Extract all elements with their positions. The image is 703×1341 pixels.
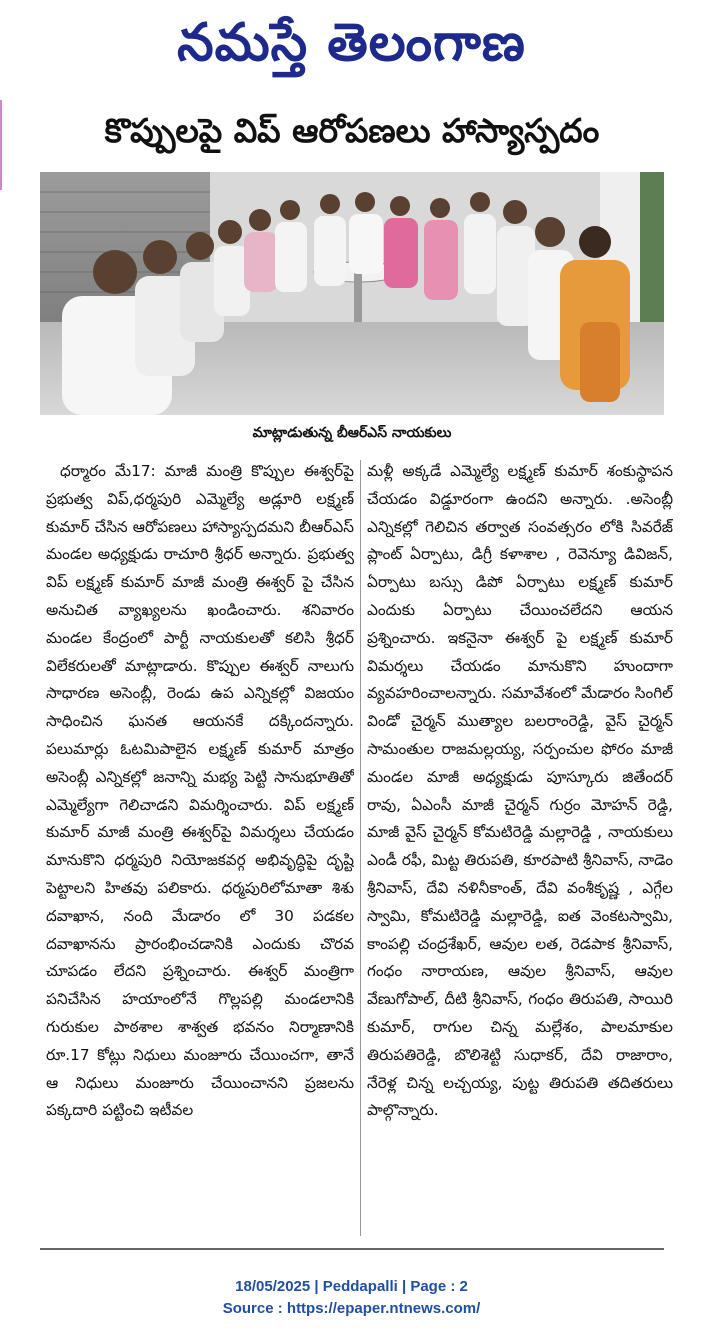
article-photo (40, 172, 664, 415)
article-column-left (46, 458, 354, 1240)
newspaper-masthead (0, 4, 703, 82)
column-divider (360, 460, 361, 1236)
bottom-rule (40, 1248, 664, 1250)
page-footer (0, 1276, 703, 1320)
footer-edition-info: 18/05/2025 | Peddapalli | Page : 2 (235, 1278, 468, 1295)
article-body-left: ధర్మారం మే17: మాజీ మంత్రి కొప్పుల ఈశ్వర్‌పై ప్రభుత్వ విప్,ధర్మపురి ఎమ్మెల్యే అడ్లూరి లక్ష్మణ్ కుమార్ చేసిన ఆరోపణలు హాస్యాస్పదమని బీఆర్ఎస్ మండల అధ్యక్షుడు రాచూరి శ్రీధర్ అన్నారు. ప్రభుత్వ విప్ లక్ష్మణ్ కుమార్ మాజీ మంత్రి ఈశ్వర్ పై చేసిన అనుచిత వ్యాఖ్యలను ఖండించారు. శనివారం మండల కేంద్రంలో పార్టీ నాయకులతో కలిసి శ్రీధర్ విలేకరులతో మాట్లాడారు. కొప్పుల ఈశ్వర్ నాలుగు సాధారణ అసెంబ్లీ, రెండు ఉప ఎన్నికల్లో విజయం సాధించిన ఘనత ఆయనకే దక్కిందన్నారు. పలుమార్లు ఓటమిపాలైన లక్ష్మణ్ కుమార్ మాత్రం అసెంబ్లీ ఎన్నికల్లో జనాన్ని మభ్య పెట్టి సానుభూతితో ఎమ్మెల్యేగా గెలిచాడని విమర్శించారు. విప్ లక్ష్మణ్ కుమార్ మాజీ మంత్రి ఈశ్వర్‌పై విమర్శలు చేయడం మానుకొని ధర్మపురి నియోజకవర్గ అభివృద్ధిపై దృష్టి పెట్టాలని హితవు పలికారు. ధర్మపురిలోమాతా శిశు దవాఖాన, నంది మేడారం లో 30 పడకల దవాఖానను ప్రారంభించడానికి ఎందుకు చొరవ చూపడం లేదని ప్రశ్నించారు. ఈశ్వర్ మంత్రిగా పనిచేసిన హయాంలోనే గొల్లపల్లి మండలానికి గురుకుల పాఠశాల శాశ్వత భవనం నిర్మాణానికి రూ.17 కోట్లు నిధులు మంజూరు చేయించగా, తానే ఆ నిధులు మంజూరు చేయించానని ప్రజలను పక్కదారి పట్టించి ఇటీవల (46, 462, 354, 1120)
group-meeting-photo (40, 172, 664, 415)
footer-source-link[interactable]: Source : https://epaper.ntnews.com/ (222, 1300, 481, 1317)
article-headline: కొప్పులపై విప్ ఆరోపణలు హాస్యాస్పదం (104, 111, 600, 150)
article-column-right (367, 458, 673, 1240)
margin-rule (0, 100, 2, 190)
article-body-right: మళ్లీ అక్కడే ఎమ్మెల్యే లక్ష్మణ్ కుమార్ శంకుస్థాపన చేయడం విడ్డూరంగా ఉందని అన్నారు. .అసెంబ్లీ ఎన్నికల్లో గెలిచిన తర్వాత సంవత్సరం లోకి సివరేజ్ ప్లాంట్ ఏర్పాటు, డిగ్రీ కళాశాల , రెవెన్యూ డివిజన్, ఏర్పాటు బస్సు డిపో ఏర్పాటు లక్ష్మణ్ కుమార్ ఎందుకు ఏర్పాటు చేయించలేదని ఆయన ప్రశ్నించారు. ఇకనైనా ఈశ్వర్ పై లక్ష్మణ్ కుమార్ విమర్శలు చేయడం మానుకొని హుందాగా వ్యవహరించాలన్నారు. సమావేశంలో మేడారం సింగిల్ విండో చైర్మన్ ముత్యాల బలరాంరెడ్డి, వైస్ చైర్మన్ సామంతుల రాజమల్లయ్య, సర్పంచుల ఫోరం మాజీ మండల మాజీ అధ్యక్షుడు పూస్కూరు జితేందర్ రావు, ఏఎంసీ మాజీ చైర్మన్ గుర్రం మోహన్ రెడ్డి, మాజీ వైస్ చైర్మన్ కోమటిరెడ్డి మల్లారెడ్డి , నాయకులు ఎండీ రఫీ, మిట్ట తిరుపతి, కూరపాటి శ్రీనివాస్, నాడెం శ్రీనివాస్, దేవి నళినీకాంత్, దేవి వంశీకృష్ణ , ఎగ్గేల స్వామి, కోమటిరెడ్డి మల్లారెడ్డి, ఐత వెంకటస్వామి, కాంపల్లి చంద్రశేఖర్, ఆవుల లత, రెడపాక శ్రీనివాస్, గంధం నారాయణ, ఆవుల శ్రీనివాస్, ఆవుల వేణుగోపాల్, దీటి శ్రీనివాస్, గంధం తిరుపతి, సాయిరి కుమార్, రాగుల చిన్న మల్లేశం, పాలమాకుల తిరుపతిరెడ్డి, బొలిశెట్టి సుధాకర్, దేవి రాజారాం, నేరెళ్ల చిన్న లచ్చయ్య, పుట్ట తిరుపతి తదితరులు పాల్గొన్నారు. (367, 462, 673, 1120)
photo-caption: మాట్లాడుతున్న బీఆర్ఎస్ నాయకులు (252, 425, 452, 441)
masthead-title: నమస్తే తెలంగాణ (177, 12, 526, 73)
